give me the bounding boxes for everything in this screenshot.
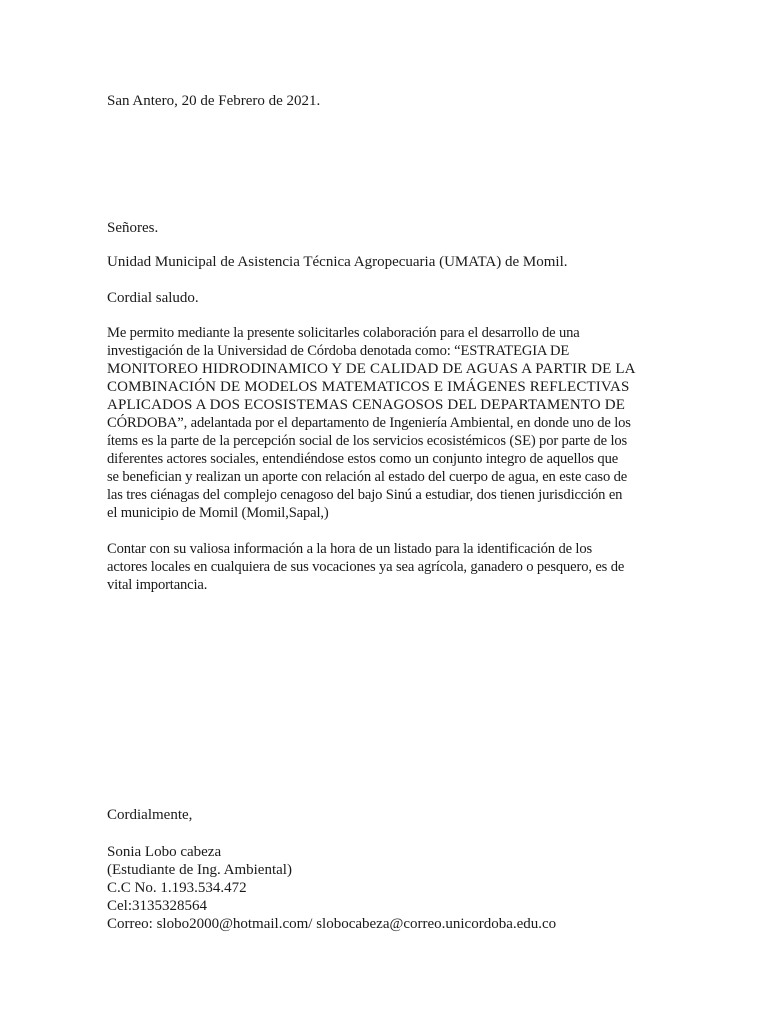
body-line: se benefician y realizan un aporte con relación al estado del cuerpo de agua, en este caso de [107,469,628,485]
signature-role: (Estudiante de Ing. Ambiental) [107,862,292,878]
body-line: COMBINACIÓN DE MODELOS MATEMATICOS E IMÁGENES REFLECTIVAS [107,379,630,395]
greeting: Cordial saludo. [107,290,199,306]
body-line: CÓRDOBA”, adelantada por el departamento de Ingeniería Ambiental, en donde uno de los [107,415,631,431]
signature-name: Sonia Lobo cabeza [107,844,222,860]
date-line: San Antero, 20 de Febrero de 2021. [107,93,321,109]
signature-email: Correo: slobo2000@hotmail.com/ slobocabeza@correo.unicordoba.edu.co [107,916,557,932]
recipient: Unidad Municipal de Asistencia Técnica Agropecuaria (UMATA) de Momil. [107,254,568,270]
body-line: actores locales en cualquiera de sus vocaciones ya sea agrícola, ganadero o pesquero, es de [107,559,625,575]
signature-phone: Cel:3135328564 [107,898,207,914]
body-line: MONITOREO HIDRODINAMICO Y DE CALIDAD DE AGUAS A PARTIR DE LA [107,361,636,377]
body-line: las tres ciénagas del complejo cenagoso del bajo Sinú a estudiar, dos tienen jurisdicción en [107,487,623,503]
closing: Cordialmente, [107,807,193,823]
body-line: ítems es la parte de la percepción social de los servicios ecosistémicos (SE) por parte de los [107,433,628,449]
body-line: Me permito mediante la presente solicitarles colaboración para el desarrollo de una [107,325,580,341]
body-paragraph-2 [107,540,667,594]
body-line: Contar con su valiosa información a la hora de un listado para la identificación de los [107,541,593,557]
salutation: Señores. [107,220,159,236]
body-line: APLICADOS A DOS ECOSISTEMAS CENAGOSOS DEL DEPARTAMENTO DE [107,397,626,413]
body-line: diferentes actores sociales, entendiéndose estos como un conjunto integro de aquellos que [107,451,619,467]
body-line: vital importancia. [107,577,208,593]
body-paragraph-1 [107,324,667,522]
signature-block [107,843,667,933]
body-line: investigación de la Universidad de Córdoba denotada como: “ESTRATEGIA DE [107,343,570,359]
signature-id: C.C No. 1.193.534.472 [107,880,247,896]
body-line: el municipio de Momil (Momil,Sapal,) [107,505,329,521]
